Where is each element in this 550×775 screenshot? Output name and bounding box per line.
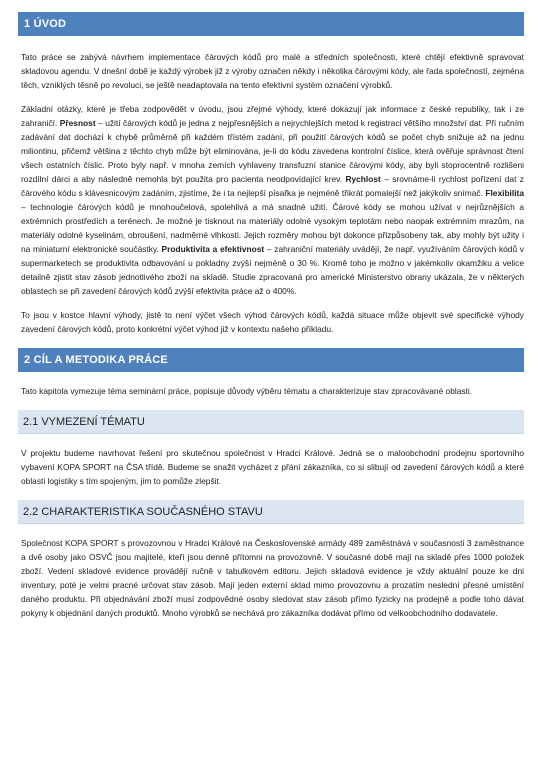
keyword-bold: Rychlost	[345, 174, 381, 184]
paragraph-intro: Tato práce se zabývá návrhem implementace čárových kódů pro malé a středních společnosti, které chtějí efektivně spravovat skladovou agendu. V dnešní době je každý výrobek již z výroby označen někdy i několika čárovými kódy, ale řada společností, zejména těch, vzniklých těsně po revoluci, se ještě neadaptovala na tento efektivní systém označení výrobků.	[21, 52, 524, 90]
section-heading-cil: 2 CÍL A METODIKA PRÁCE	[18, 348, 524, 372]
text-run: – technologie čárových kódů je mnohoučelová, spolehlivá a má snadné užití. Čárové kódy se mohou užívat v nejrůznějších a extrémních prostředích a terénech. Je možné je tisknout na materiály odolné vysokým teplotám nebo naopak extrémním mrazům, na materiály odolné kyselinám, obroušení, nadměrné vlhkosti. Jejich rozměry mohou být dokonce přizpůsobeny tak, aby mohly být užity i na miniaturní elektronické součástky.	[21, 202, 524, 254]
keyword-bold: Flexibilita	[485, 188, 524, 198]
paragraph-advantages	[18, 102, 524, 298]
keyword-bold: Přesnost	[59, 118, 96, 128]
section-heading-uvod: 1 ÚVOD	[18, 12, 524, 36]
subsection-heading-vymezeni: 2.1 VYMEZENÍ TÉMATU	[18, 410, 524, 434]
paragraph-summary: To jsou v kostce hlavní výhody, jistě to není výčet všech výhod čárových kódů, každá situace může objevit své specifické výhody zavedení čárových kódů, proto konkrétní výčet výhod již v kontextu našeho příkladu.	[21, 310, 524, 334]
paragraph-chapter-scope: Tato kapitola vymezuje téma seminární práce, popisuje důvody výběru tématu a charakterizuje stav zpracovávané oblasti.	[21, 386, 473, 396]
text-run: – srovnáme-li rychlost pořízení dat z čárového kódu s klávesnicovým zadáním, zjistíme, že i ta nejlepší písařka je nejméně třikrát pomalejší než jakýkoliv snímač.	[21, 174, 524, 198]
keyword-bold: Produktivita a efektivnost	[161, 244, 265, 254]
text-run: Základní otázky, které je třeba zodpovědět v úvodu, jsou zřejmé výhody, které dokazují jak informace z české republiky, tak i ze zahraničí.	[21, 104, 524, 128]
text-run: – užití čárových kódů je jedna z nejpřesnějších a nejrychlejších metod k registraci většího množství dat. Při ručním zadávání dat dochází k chybě průměrně při každém třístém zadání, při použití čárových kódů se počet chyb snižuje až na jednu miliontinu, přičemž většina z těchto chyb může být eliminována, je-li do kódu zavedena kontrolní číslice, která ověřuje správnost čtení všech ostatních číslic. Proto byly např. v mnoha zemích vyhlaveny transfuzní stanice čárovými kódy, aby byli stoprocentně rozlišeni rozdílní dárci a aby následně nemohla být použita pro pacienta neodpovídající krev.	[21, 118, 525, 184]
paragraph-current-state: Společnost KOPA SPORT s provozovnou v Hradci Králové na Československé armády 489 zaměstnává v současnosti 3 zaměstnance a dvě osoby jako OSVČ jsou majitelé, kteří jsou denně přítomni na provozovně. V současné době mají na skladě přes 1000 položek zboží. Vedení skladové evidence provádějí ručně v tabulkovém editoru. Jejich skladová evidence je vždy aktuální pouze ke dni inventury, poté je velmi pracné určovat stav zásob. Mají jeden externí sklad mimo provozovnu a prozatím neslední přesné umístění daného produktu. Při objednávání zboží musí zodpovědné osoby sledovat stav zásob přímo fyzicky na prodejně a podle toho dávat pokyny k objednání daných produktů. Mnoho výrobků se nechává pro zákazníka dodávat přímo od velkoobchodního dodavatele.	[21, 538, 524, 618]
paragraph-topic-definition: V projektu budeme navrhovat řešení pro skutečnou společnost v Hradci Králové. Jedná se o maloobchodní prodejnu sportovního vybavení KOPA SPORT na ČSA třídě. Budeme se snažit vycházet z přání zákazníka, co si slibují od zavedení čárových kódů a které oblasti logistiky s tím spojeným, jim to pomůže zlepšit.	[21, 448, 524, 486]
subsection-heading-charakteristika: 2.2 CHARAKTERISTIKA SOUČASNÉHO STAVU	[18, 500, 524, 524]
text-run: – zahraniční materiály uvádějí, že např. využíváním čárových kódů v supermarketech se produktivita odbavování u pokladny zvýší nejméně o 30 %. Kromě toho je možno v jakémkoliv okamžiku a velice detailně zjistit stav zásob jednotlivého zboží na skladě. Studie zpracovaná pro americké Ministerstvo obrany ukázala, že v některých oblastech se při zavedení čárových kódů zvýší efektivita práce až o 400%.	[21, 244, 524, 296]
